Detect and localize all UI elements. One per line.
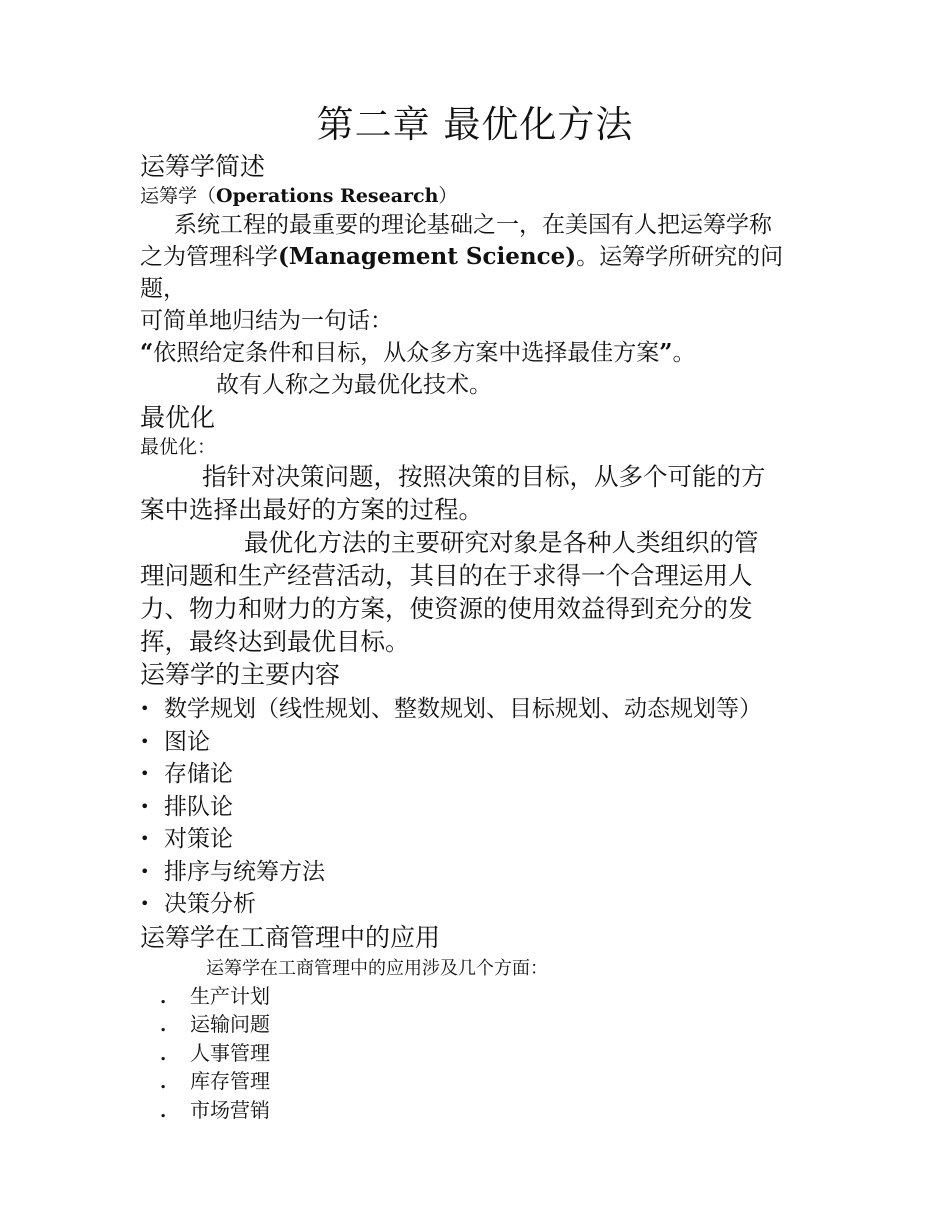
list-item [160,1039,820,1068]
bullet-icon: • [140,829,150,848]
list-item [140,693,820,726]
bullet-icon: . [160,1043,167,1065]
list-item [160,982,820,1011]
quote-mark: ” [659,339,673,366]
paragraph-line: 理问题和生产经营活动，其目的在于求得一个合理运用人 [140,561,753,590]
list-item-text: 数学规划（线性规划、整数规划、目标规划、动态规划等） [164,696,762,722]
list-item-text: 生产计划 [190,983,270,1008]
paragraph-line [140,241,820,305]
text-span: 。 [672,340,696,366]
list-item-text: 排队论 [164,793,233,820]
paragraph-line: 最优化方法的主要研究对象是各种人类组织的管 [244,528,759,557]
list-item-text: 排序与统筹方法 [164,858,325,885]
list-item [140,791,820,824]
section-heading-applications: 运筹学在工商管理中的应用 [140,922,441,952]
paragraph-line: 系统工程的最重要的理论基础之一，在美国有人把运筹学称 [174,212,772,238]
list-item-text: 存储论 [164,761,233,787]
document-body [140,92,820,1124]
paragraph-line: 力、物力和财力的方案，使资源的使用效益得到充分的发 [140,594,753,623]
section-subheading: 最优化： [140,436,217,458]
page-title: 第二章 最优化方法 [316,103,634,146]
paragraph-line: 案中选择出最好的方案的过程。 [140,495,483,524]
list-item-text: 对策论 [164,826,233,852]
text-span: 。运筹学所研究的问题， [140,244,784,302]
paragraph-line: 指针对决策问题，按照决策的目标，从多个可能的方 [202,462,766,491]
contents-list [140,693,820,921]
text-span: 之为管理科学 [140,244,278,270]
quote-mark: “ [140,339,154,366]
list-item [140,758,820,791]
subheading-prefix: 运筹学（ [140,185,217,207]
bullet-icon: . [160,986,167,1008]
bullet-icon: • [140,731,150,751]
section-heading-optimization: 最优化 [140,403,216,432]
list-item-text: 库存管理 [190,1069,270,1093]
list-item [160,1010,820,1039]
subheading-suffix: ） [438,185,458,207]
bullet-icon: • [140,861,150,881]
list-item [140,823,820,856]
list-item-text: 人事管理 [190,1040,270,1065]
list-item-text: 运输问题 [190,1012,270,1036]
bullet-icon: • [140,699,150,718]
list-item-text: 决策分析 [164,891,256,917]
section-heading-contents: 运筹学的主要内容 [140,660,341,689]
list-item [140,888,820,921]
list-item [160,1096,820,1125]
paragraph-line: 故有人称之为最优化技术。 [216,372,492,398]
bullet-icon: . [160,1100,167,1122]
bullet-icon: • [140,764,150,783]
bold-term: (Management Science) [278,243,577,270]
bullet-icon: • [140,894,150,913]
quote-line [140,337,820,369]
list-item [140,726,820,759]
bullet-icon: . [160,1015,167,1036]
list-item-text: 市场营销 [190,1097,270,1122]
bullet-icon: • [140,796,150,816]
list-item-text: 图论 [164,728,210,755]
list-item [160,1067,820,1096]
quote-text: 依照给定条件和目标，从众多方案中选择最佳方案 [153,340,660,366]
applications-list [140,982,820,1125]
applications-intro: 运筹学在工商管理中的应用涉及几个方面： [206,957,548,979]
subheading-english: Operations Research [216,185,439,207]
paragraph-line: 挥，最终达到最优目标。 [140,627,410,656]
section-subheading-or [140,183,820,209]
list-item [140,856,820,889]
bullet-icon: . [160,1072,167,1093]
paragraph-line: 可简单地归结为一句话： [140,308,393,334]
section-heading-overview: 运筹学简述 [140,152,266,181]
